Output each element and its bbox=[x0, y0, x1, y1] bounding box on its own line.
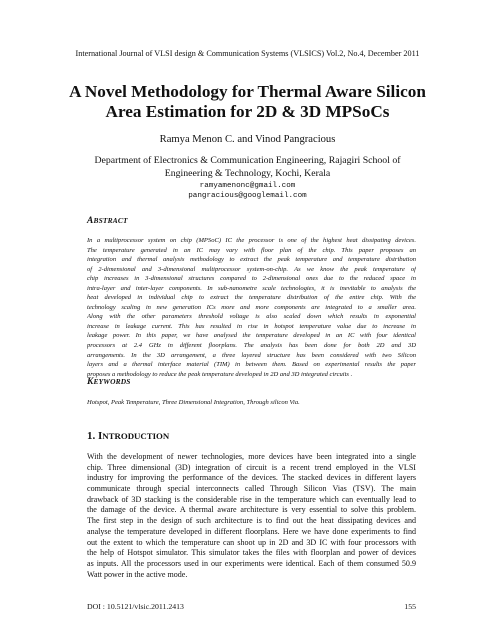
abstract-line: proposes a methodology to reduce the peak temperature developed in 2D and 3D integrated circuits . bbox=[87, 370, 353, 378]
keywords-heading bbox=[87, 377, 131, 387]
abstract-line: intra-layer and inter-layer components. In sub-nanometre scale technologies, it is inevitable to analysis the bbox=[87, 284, 416, 292]
abstract-line: arrangements. In the 3D arrangement, a three layered structure has been considered with two Silicon bbox=[87, 351, 416, 359]
authors: Ramya Menon C. and Vinod Pangracious bbox=[159, 134, 336, 145]
intro-line: the help of Hotspot simulator. This simulator takes the files with floorplan and power of devices bbox=[87, 548, 416, 558]
abstract-line: The temperature generated in an IC may vary with floor plan of the chip. This paper proposes an bbox=[87, 246, 416, 254]
intro-line: The first step in the design of such architecture is to find out the heat dissipating devices and bbox=[87, 516, 416, 526]
abstract-line: heat developed in individual chip to extract the temperature distribution of the entire chip. With the bbox=[87, 294, 416, 302]
keywords-heading-initial: K bbox=[87, 377, 94, 387]
doi-text: DOI : 10.5121/vlsic.2011.2413 bbox=[87, 602, 184, 611]
paper-title bbox=[40, 82, 455, 122]
abstract-line: integration and thermal analysis methodology to extract the peak temperature and temperature distribution bbox=[87, 256, 416, 264]
intro-line: the damage of the device. A thermal aware architecture is very essential to solve this problem. bbox=[87, 505, 416, 515]
intro-line: drawback of 3D stacking is the considerable rise in the temperature which can eventually lead to bbox=[87, 494, 416, 504]
intro-line: communicate through special interconnects called Through Silicon Vias (TSV). The main bbox=[87, 484, 416, 494]
email-1: ramyamenonc@gmail.com bbox=[199, 182, 296, 190]
abstract-line: leakage power. In this paper, we have analysed the temperature developed in an IC with four identical bbox=[87, 332, 416, 340]
abstract-heading bbox=[87, 216, 128, 226]
intro-line: as inputs. All the processors used in our experiments were identical. Each of them consumed 50.9 bbox=[87, 558, 416, 568]
email-2: pangracious@googlemail.com bbox=[188, 192, 307, 200]
keywords-heading-rest: EYWORDS bbox=[93, 377, 131, 386]
introduction-text bbox=[87, 452, 416, 580]
abstract-heading-rest: BSTRACT bbox=[93, 216, 128, 225]
affiliation-line: Department of Electronics & Communication Engineering, Rajagiri School of bbox=[94, 155, 401, 166]
abstract-line: technology scaling in new generation ICs more and more components are integrated to a smaller area. bbox=[87, 303, 416, 311]
page-number: 155 bbox=[404, 602, 416, 611]
journal-header: International Journal of VLSI design & Communication Systems (VLSICS) Vol.2, No.4, December 2011 bbox=[75, 49, 420, 58]
intro-heading-initial: I bbox=[98, 430, 103, 442]
affiliation bbox=[60, 155, 435, 180]
abstract-line: In a multiprocessor system on chip (MPSoC) IC the processor is one of the highest heat dissipating devices. bbox=[87, 237, 416, 244]
intro-line: With the development of newer technologies, more devices have been integrated into a single bbox=[87, 452, 416, 461]
intro-line: chip. Three dimensional (3D) integration of circuit is a recent trend employed in the VLSI bbox=[87, 462, 416, 472]
affiliation-line: Engineering & Technology, Kochi, Kerala bbox=[164, 167, 331, 179]
title-line: A Novel Methodology for Thermal Aware Silicon bbox=[69, 82, 426, 101]
intro-heading-number: 1. bbox=[87, 430, 96, 442]
abstract-text bbox=[87, 236, 416, 379]
abstract-line: of 2-dimensional and 3-dimensional multiprocessor system-on-chip. As we know the peak temperature of bbox=[87, 265, 416, 273]
intro-line: out the extent to which the temperature can shoot up in 2D and 3D IC with four processors with bbox=[87, 537, 416, 547]
introduction-heading bbox=[87, 430, 169, 442]
abstract-heading-initial: A bbox=[87, 216, 94, 226]
intro-line: Watt power in the active mode. bbox=[87, 569, 188, 579]
intro-line: analyse the temperature developed in different floorplans. Here we have done experiments to find bbox=[87, 526, 416, 536]
keywords-text bbox=[87, 398, 416, 408]
abstract-line: Along with the other parameters threshold voltage is also scaled down which results in exponential bbox=[87, 313, 416, 321]
abstract-line: increase in leakage current. This has resulted in rise in hotspot temperature value due to increase in bbox=[87, 322, 416, 330]
intro-line: industry for improving the performance of the devices. The stacked devices in different layers bbox=[87, 473, 416, 483]
keywords-line: Hotspot, Peak Temperature, Three Dimensional Integration, Through silicon Via. bbox=[87, 399, 300, 406]
title-line: Area Estimation for 2D & 3D MPSoCs bbox=[105, 102, 390, 121]
abstract-line: chip increases in 3-dimensional structures compared to 2-dimensional ones due to the reduced space in bbox=[87, 275, 416, 283]
abstract-line: layers and a thermal interface material (TIM) in between them. Based on experimental results the paper bbox=[87, 361, 416, 369]
abstract-line: processors at 2.4 GHz in different floorplans. The analysis has been done for both 2D and 3D bbox=[87, 342, 416, 350]
intro-heading-rest: NTRODUCTION bbox=[102, 431, 170, 441]
